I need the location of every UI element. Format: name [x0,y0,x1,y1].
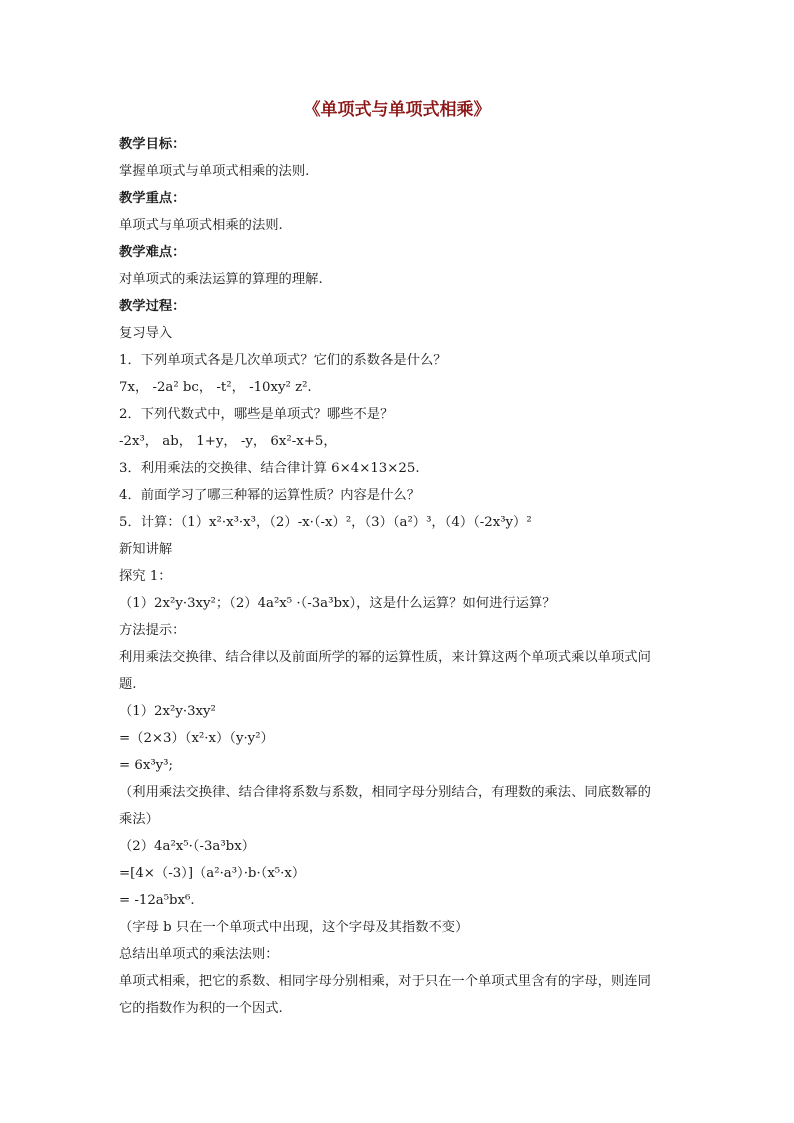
key-text: 单项式与单项式相乘的法则. [119,218,283,233]
heading-process: 教学过程： [119,299,186,314]
new-knowledge-title: 新知讲解 [119,542,173,557]
question-1-expression: 7x， -2a² bc， -t²， -10xy² z². [119,380,312,395]
goal-text: 掌握单项式与单项式相乘的法则. [119,164,310,179]
solution-1-line-2: =（2×3）（x²·x）（y·y²） [119,731,274,746]
heading-goal: 教学目标： [119,137,186,152]
solution-1-note-line-1: （利用乘法交换律、结合律将系数与系数，相同字母分别结合，有理数的乘法、同底数幂的 [119,785,651,800]
question-1: 1．下列单项式各是几次单项式？它们的系数各是什么？ [119,353,447,368]
solution-1-note-line-2: 乘法） [119,812,159,827]
explore-title: 探究 1： [119,569,172,584]
solution-2-note: （字母 b 只在一个单项式中出现，这个字母及其指数不变） [119,920,469,935]
solution-2-line-1: （2）4a²x⁵·（-3a³bx） [119,839,255,854]
document-body [119,131,679,1022]
summary-title: 总结出单项式的乘法法则： [119,947,279,962]
review-title: 复习导入 [119,326,173,341]
question-4: 4．前面学习了哪三种幂的运算性质？内容是什么？ [119,488,420,503]
method-text-line-2: 题. [119,677,137,692]
explore-question: （1）2x²y·3xy²；（2）4a²x⁵ ·（-3a³bx），这是什么运算？如何进行运算？ [119,596,556,611]
solution-1-line-1: （1）2x²y·3xy² [119,704,216,719]
solution-2-line-3: = -12a⁵bx⁶. [119,893,195,908]
question-2-expression: -2x³， ab， 1+y， -y， 6x²-x+5， [119,434,337,449]
solution-2-line-2: =[4×（-3）]（a²·a³）·b·（x⁵·x） [119,866,306,881]
method-text-line-1: 利用乘法交换律、结合律以及前面所学的幂的运算性质，来计算这两个单项式乘以单项式问 [119,650,651,665]
heading-key: 教学重点： [119,191,186,206]
solution-1-line-3: = 6x³y³; [119,758,173,773]
method-title: 方法提示： [119,623,186,638]
rule-line-2: 它的指数作为积的一个因式. [119,1001,283,1016]
page-title: 《单项式与单项式相乘》 [303,100,491,120]
rule-line-1: 单项式相乘，把它的系数、相同字母分别相乘，对于只在一个单项式里含有的字母，则连同 [119,974,651,989]
question-2: 2．下列代数式中，哪些是单项式？哪些不是？ [119,407,394,422]
difficulty-text: 对单项式的乘法运算的算理的理解. [119,272,323,287]
heading-difficulty: 教学难点： [119,245,186,260]
question-3: 3．利用乘法的交换律、结合律计算 6×4×13×25. [119,461,420,476]
question-5: 5．计算：（1）x²·x³·x³，（2）-x·（-x）²，（3）（a²）³，（4）（-2x³y）² [119,515,532,530]
